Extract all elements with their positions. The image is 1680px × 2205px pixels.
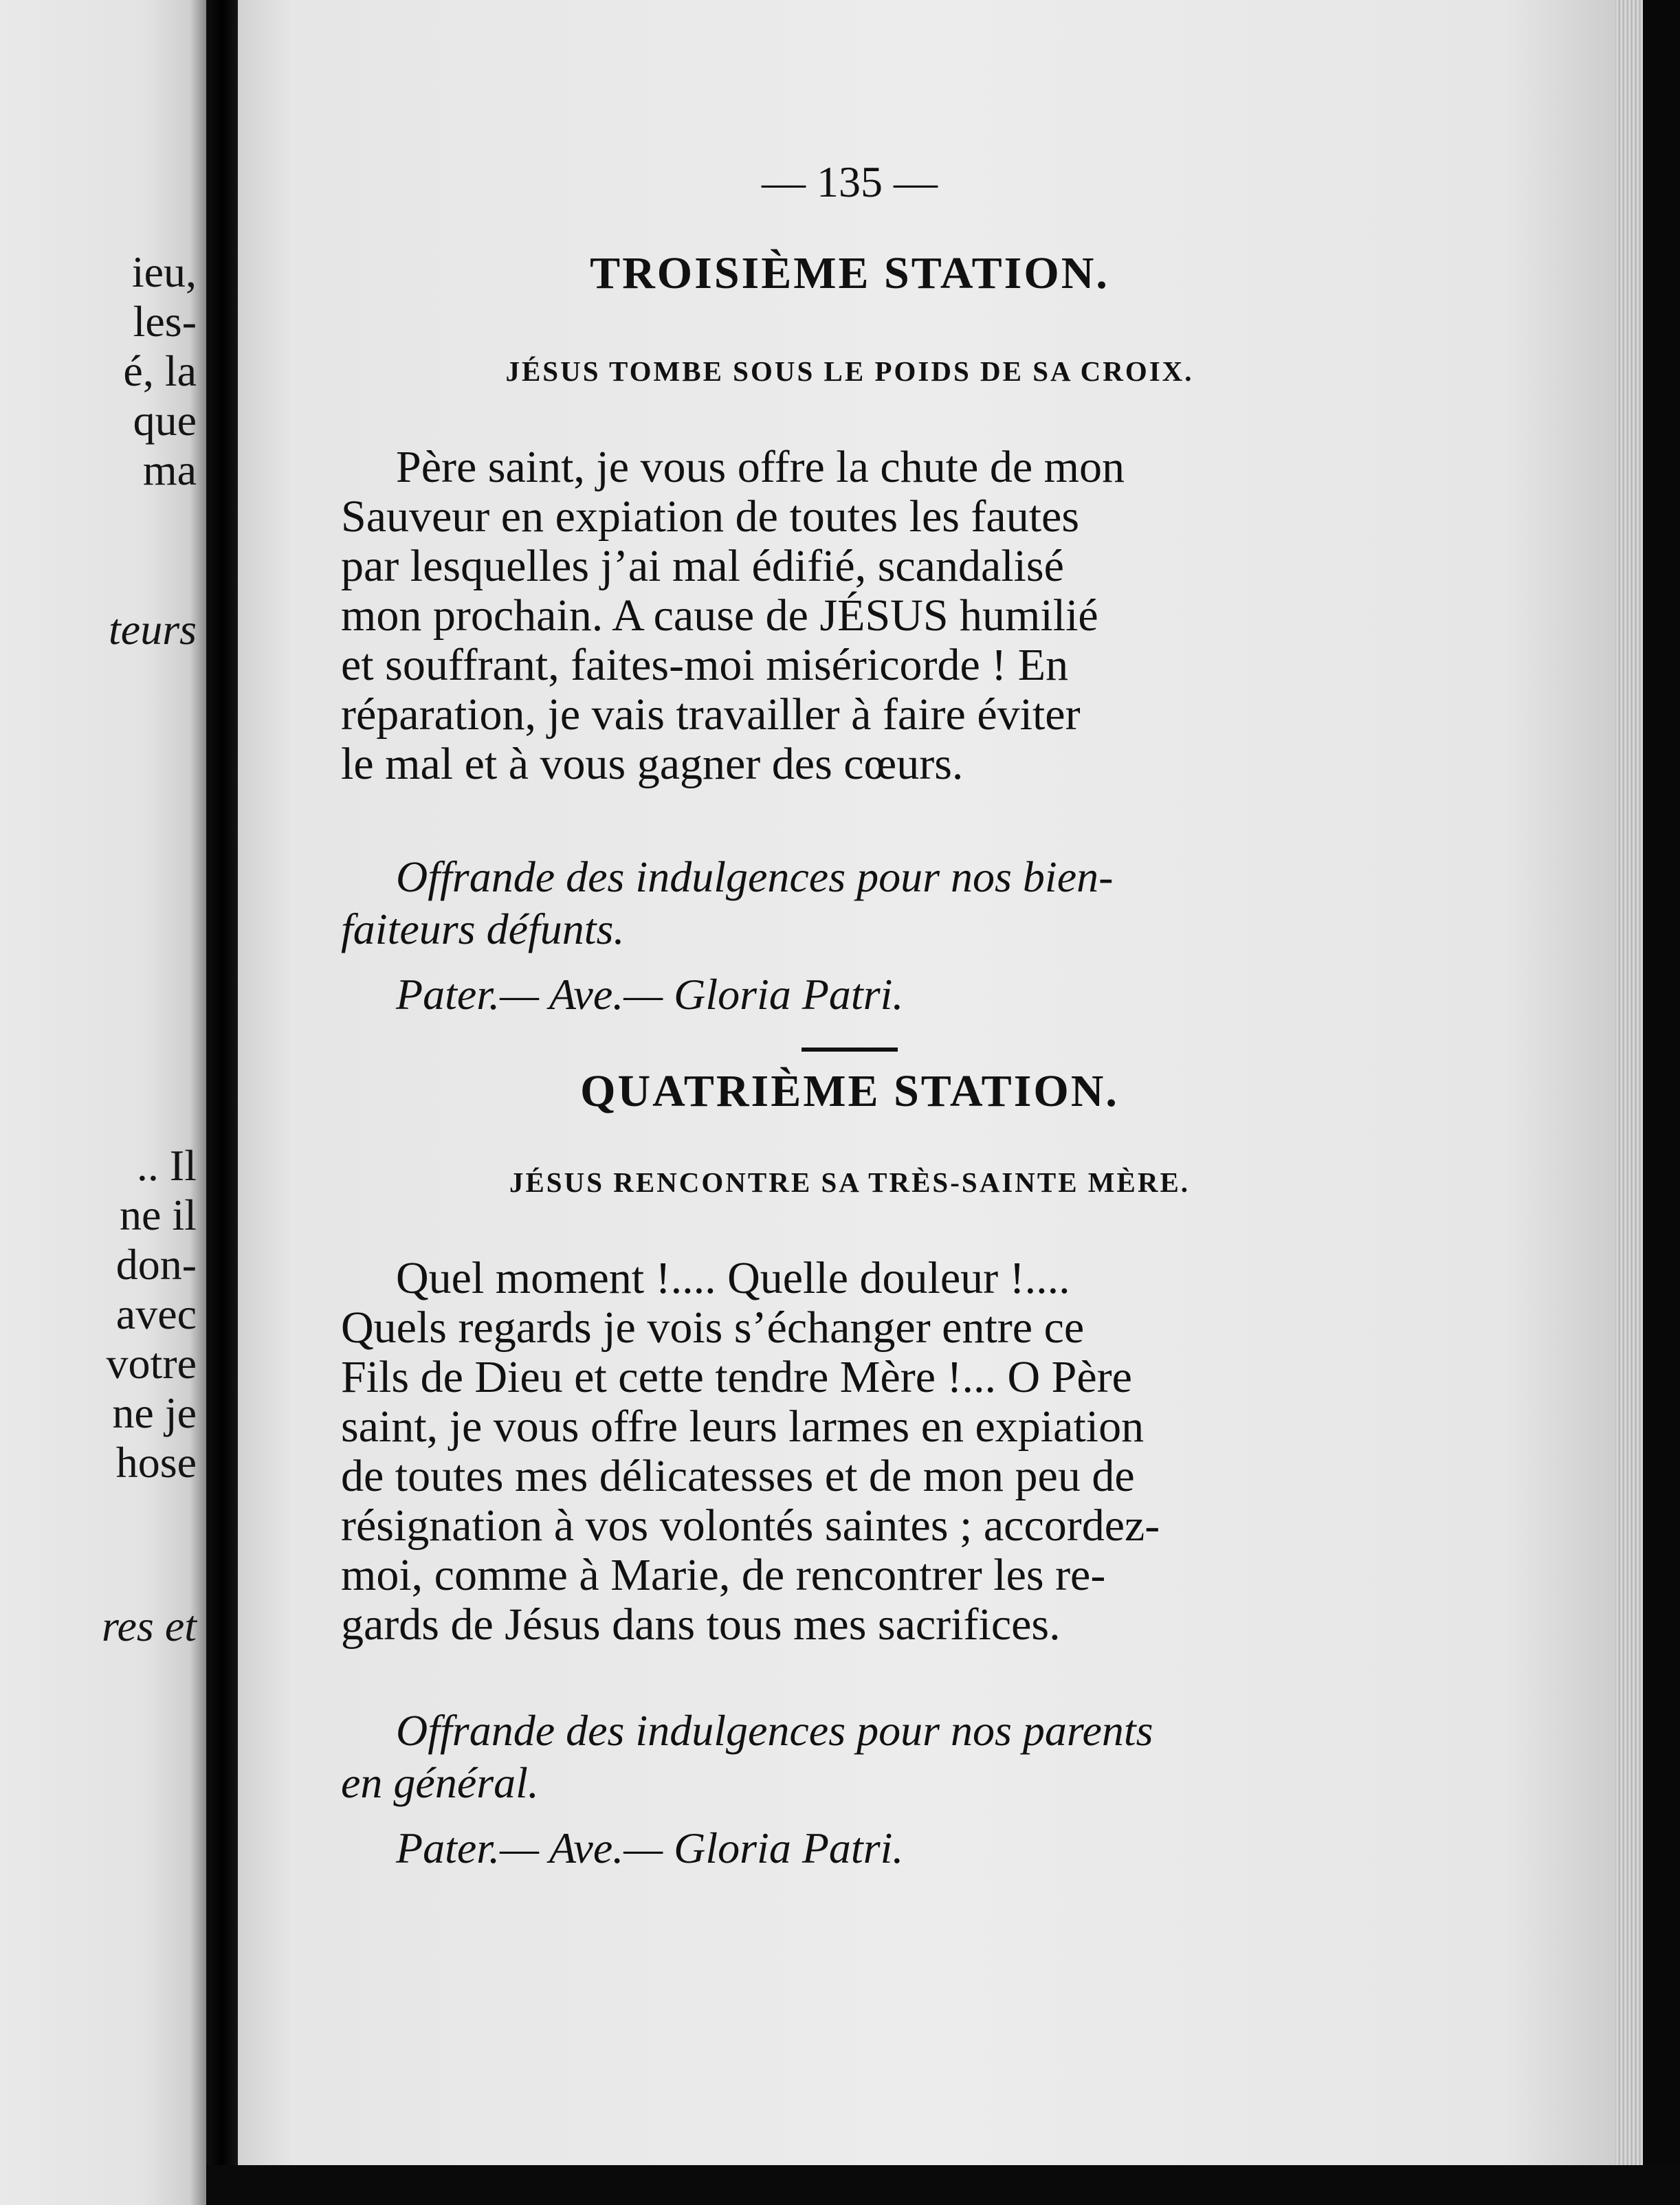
prayer-line: Sauveur en expiation de toutes les fautes	[341, 491, 1080, 542]
prayer-line: Fils de Dieu et cette tendre Mère !... O Père	[341, 1352, 1132, 1402]
left-page-line: é, la	[123, 346, 197, 395]
prayer-line: par lesquelles j’ai mal édifié, scandalisé	[341, 541, 1064, 591]
left-page-line: res et	[101, 1602, 197, 1650]
left-page-line: ieu,	[131, 247, 197, 296]
prayer-line: Père saint, je vous offre la chute de mon	[396, 442, 1125, 492]
left-page-line: hose	[115, 1438, 197, 1487]
section-divider	[802, 1048, 898, 1052]
left-page-line: ne je	[112, 1388, 197, 1437]
station-subtitle: JÉSUS RENCONTRE SA TRÈS-SAINTE MÈRE.	[509, 1166, 1191, 1198]
offering-line: faiteurs défunts.	[341, 905, 625, 953]
station-title: QUATRIÈME STATION.	[580, 1066, 1119, 1116]
indulgence-offering	[341, 851, 1358, 955]
indulgence-offering	[341, 1705, 1358, 1809]
prayer-line: réparation, je vais travailler à faire éviter	[341, 689, 1081, 740]
scan-bottom-border	[206, 2165, 1680, 2205]
station-prayer	[341, 443, 1358, 789]
prayer-line: et souffrant, faites-moi miséricorde ! En	[341, 640, 1069, 690]
station-section	[341, 1065, 1358, 1874]
page-number: — 135 —	[762, 157, 938, 206]
closing-prayers: Pater.— Ave.— Gloria Patri.	[396, 970, 904, 1019]
prayer-line: mon prochain. A cause de JÉSUS humilié	[341, 590, 1098, 641]
left-page-line: que	[133, 396, 197, 445]
left-page-line: ma	[142, 445, 197, 494]
closing-prayers: Pater.— Ave.— Gloria Patri.	[396, 1824, 904, 1872]
prayer-line: résignation à vos volontés saintes ; accordez-	[341, 1500, 1160, 1551]
station-subtitle: JÉSUS TOMBE SOUS LE POIDS DE SA CROIX.	[505, 355, 1194, 387]
station-section	[341, 247, 1358, 1020]
prayer-line: Quel moment !.... Quelle douleur !....	[396, 1253, 1070, 1303]
left-page-line: avec	[115, 1289, 197, 1338]
left-page-line: teurs	[109, 605, 197, 654]
left-page-line: don-	[115, 1240, 197, 1289]
prayer-line: de toutes mes délicatesses et de mon peu de	[341, 1451, 1135, 1501]
prayer-line: Quels regards je vois s’échanger entre ce	[341, 1303, 1085, 1353]
offering-line: en général.	[341, 1758, 539, 1807]
left-page-line: ne il	[120, 1190, 197, 1239]
prayer-line: gards de Jésus dans tous mes sacrifices.	[341, 1599, 1061, 1650]
station-title: TROISIÈME STATION.	[590, 248, 1109, 298]
left-page-line: les-	[133, 297, 197, 346]
prayer-line: le mal et à vous gagner des cœurs.	[341, 739, 964, 789]
prayer-line: moi, comme à Marie, de rencontrer les re-	[341, 1550, 1106, 1600]
offering-line: Offrande des indulgences pour nos bien-	[396, 852, 1114, 901]
offering-line: Offrande des indulgences pour nos parents	[396, 1706, 1153, 1755]
book-gutter	[206, 0, 238, 2205]
page-text	[341, 151, 1358, 1874]
left-facing-page	[0, 0, 206, 2205]
page-edges	[1615, 0, 1643, 2165]
prayer-line: saint, je vous offre leurs larmes en expiation	[341, 1401, 1145, 1452]
left-page-line: .. Il	[136, 1141, 197, 1190]
left-page-line: votre	[106, 1339, 197, 1388]
station-prayer	[341, 1254, 1358, 1650]
